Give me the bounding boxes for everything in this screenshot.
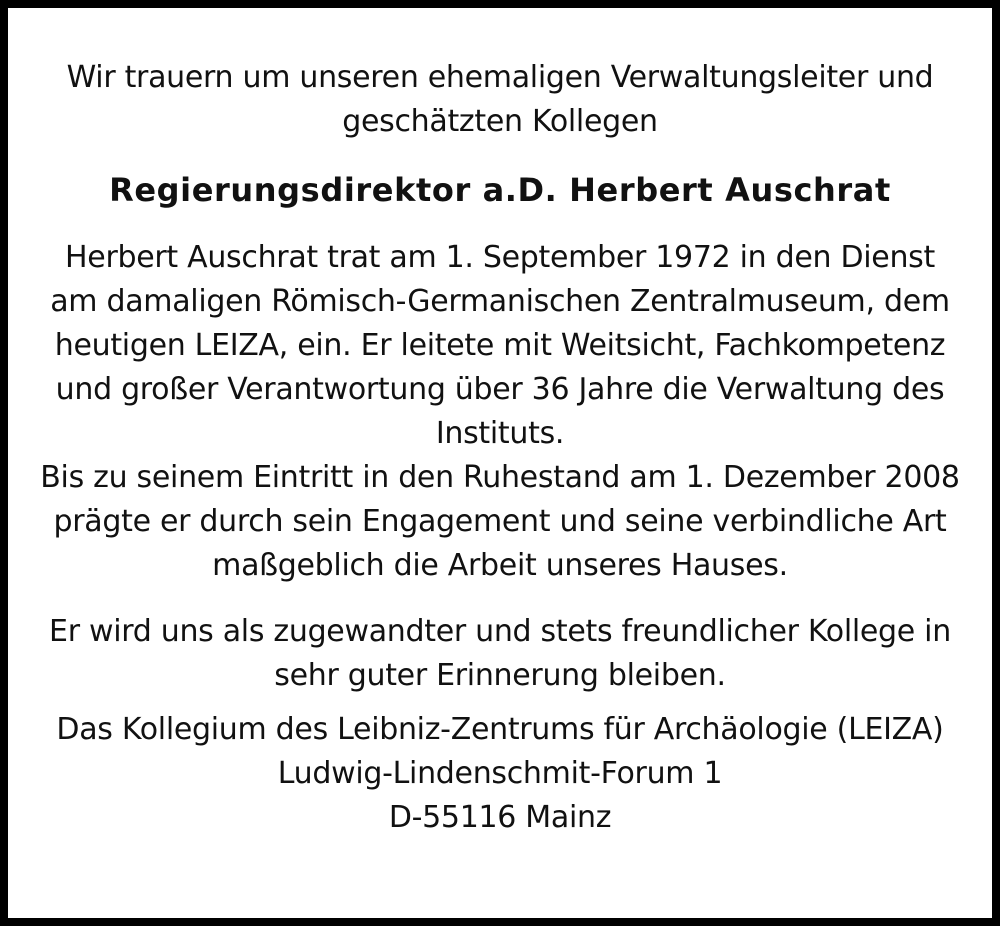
remembrance-line: Er wird uns als zugewandter und stets freundlicher Kollege in [49,614,951,649]
bio-line: am damaligen Römisch-Germanischen Zentralmuseum, dem [50,284,950,319]
remembrance-line: sehr guter Erinnerung bleiben. [274,658,726,693]
intro-paragraph [8,56,992,144]
signature-block [8,708,992,840]
remembrance-paragraph [8,610,992,698]
bio-line: heutigen LEIZA, ein. Er leitete mit Weitsicht, Fachkompetenz [54,328,946,363]
obituary-notice [8,0,992,840]
signature-street: Ludwig-Lindenschmit-Forum 1 [277,756,723,791]
deceased-name-heading: Regierungsdirektor a.D. Herbert Auschrat [109,171,891,209]
intro-line: geschätzten Kollegen [342,104,658,139]
bio-line: und großer Verantwortung über 36 Jahre die Verwaltung des [55,372,945,407]
intro-line: Wir trauern um unseren ehemaligen Verwaltungsleiter und [66,60,934,95]
bio-line: prägte er durch sein Engagement und seine verbindliche Art [53,504,947,539]
signature-organization: Das Kollegium des Leibniz-Zentrums für Archäologie (LEIZA) [56,712,944,747]
bio-line: Instituts. [435,416,565,451]
biography-paragraph [8,236,992,588]
signature-city: D-55116 Mainz [388,800,612,835]
bio-line: maßgeblich die Arbeit unseres Hauses. [212,548,788,583]
bio-line: Bis zu seinem Eintritt in den Ruhestand am 1. Dezember 2008 [40,460,960,495]
bio-line: Herbert Auschrat trat am 1. September 1972 in den Dienst [65,240,935,275]
